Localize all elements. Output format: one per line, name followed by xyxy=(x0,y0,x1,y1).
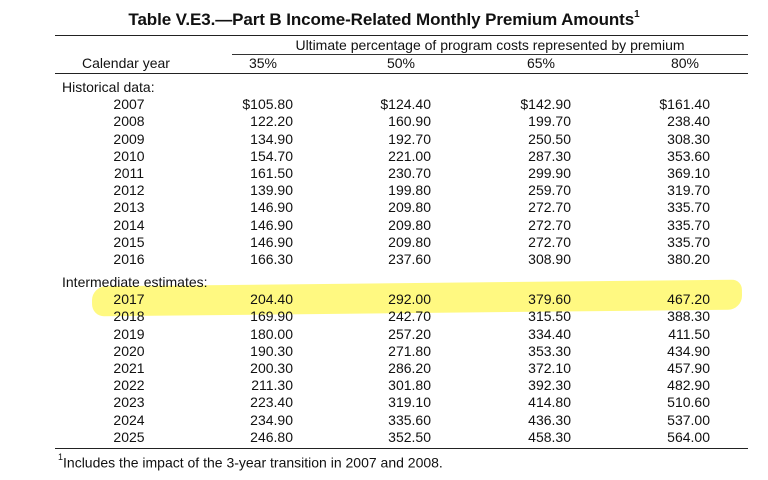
table-cell: 199.70 xyxy=(528,113,571,130)
table-cell: 392.30 xyxy=(528,377,571,394)
table-cell: $142.90 xyxy=(520,96,571,113)
table-cell: 434.90 xyxy=(667,342,710,359)
table-cell: 411.50 xyxy=(668,325,710,342)
table-cell: 286.20 xyxy=(388,360,431,376)
table-cell: 414.80 xyxy=(528,394,571,411)
row-year: 2016 xyxy=(113,251,145,267)
table-cell: $161.40 xyxy=(659,96,710,113)
table-cell: $105.80 xyxy=(242,96,293,113)
table-cell: 238.40 xyxy=(667,113,710,130)
table-cell: 369.10 xyxy=(667,165,710,181)
table-cell: 272.70 xyxy=(528,233,571,250)
table-cell: 166.30 xyxy=(250,251,293,267)
table-cell: 287.30 xyxy=(528,147,571,164)
table-cell: 271.80 xyxy=(388,342,431,359)
table-cell: 458.30 xyxy=(528,428,571,445)
row-year: 2023 xyxy=(113,394,145,411)
table-cell: 200.30 xyxy=(250,360,293,376)
table-cell: 272.70 xyxy=(528,216,571,233)
table-cell: 272.70 xyxy=(528,199,571,216)
table-cell: 230.70 xyxy=(388,165,431,181)
table-cell: 122.20 xyxy=(250,113,293,130)
row-year: 2007 xyxy=(113,96,145,113)
table-cell: 457.90 xyxy=(667,360,710,376)
table-cell: 315.50 xyxy=(528,308,571,325)
table-cell: 299.90 xyxy=(528,165,571,181)
table-cell: 257.20 xyxy=(388,325,431,342)
row-year: 2014 xyxy=(113,216,145,233)
column-header-80: 80% xyxy=(670,55,700,71)
top-rule xyxy=(55,35,748,36)
row-year: 2021 xyxy=(113,360,145,376)
column-header-65: 65% xyxy=(526,55,556,71)
title-footnote-mark: 1 xyxy=(634,9,640,21)
table-cell: 335.70 xyxy=(667,233,710,250)
bottom-rule xyxy=(55,448,748,449)
table-cell: 335.70 xyxy=(667,199,710,216)
table-cell: $124.40 xyxy=(380,96,431,113)
row-year: 2008 xyxy=(113,113,145,130)
table-cell: 209.80 xyxy=(388,233,431,250)
table-cell: 192.70 xyxy=(388,130,431,147)
table-cell: 301.80 xyxy=(388,377,431,394)
header-bottom-rule xyxy=(55,73,748,74)
column-header-50: 50% xyxy=(386,55,416,71)
table-cell: 134.90 xyxy=(250,130,293,147)
table-cell: 209.80 xyxy=(388,199,431,216)
table-cell: 146.90 xyxy=(250,233,293,250)
table-cell: 379.60 xyxy=(528,291,571,308)
table-cell: 335.60 xyxy=(388,411,431,428)
column-group-header: Ultimate percentage of program costs represented by premium xyxy=(295,37,685,53)
table-cell: 436.30 xyxy=(528,411,571,428)
row-year: 2025 xyxy=(113,428,145,445)
table-cell: 139.90 xyxy=(250,182,293,199)
row-year: 2018 xyxy=(113,308,145,325)
table-cell: 259.70 xyxy=(528,182,571,199)
section-label: Historical data: xyxy=(62,79,155,95)
table-cell: 319.10 xyxy=(388,394,431,411)
table-cell: 146.90 xyxy=(250,199,293,216)
row-year: 2019 xyxy=(113,325,145,342)
section-label: Intermediate estimates: xyxy=(62,274,208,290)
table-cell: 308.90 xyxy=(528,251,571,267)
row-year: 2011 xyxy=(113,165,145,181)
table-cell: 146.90 xyxy=(250,216,293,233)
row-year: 2012 xyxy=(113,182,145,199)
table-cell: 352.50 xyxy=(388,428,431,445)
table-cell: 246.80 xyxy=(250,428,293,445)
calendar-year-header: Calendar year xyxy=(82,55,170,71)
table-cell: 242.70 xyxy=(388,308,431,325)
table-cell: 482.90 xyxy=(667,377,710,394)
table-cell: 380.20 xyxy=(667,251,710,267)
table-cell: 250.50 xyxy=(528,130,571,147)
row-year: 2015 xyxy=(113,233,145,250)
table-cell: 223.40 xyxy=(250,394,293,411)
table-cell: 372.10 xyxy=(528,360,571,376)
table-cell: 334.40 xyxy=(528,325,571,342)
table-cell: 353.60 xyxy=(667,147,710,164)
table-cell: 190.30 xyxy=(250,342,293,359)
table-cell: 160.90 xyxy=(388,113,431,130)
table-cell: 211.30 xyxy=(251,377,293,394)
table-cell: 537.00 xyxy=(667,411,710,428)
table-cell: 204.40 xyxy=(250,291,293,308)
table-cell: 510.60 xyxy=(667,394,710,411)
table-cell: 319.70 xyxy=(667,182,710,199)
table-cell: 388.30 xyxy=(667,308,710,325)
table-cell: 169.90 xyxy=(250,308,293,325)
footnote: $^1$Includes the impact of the 3-year transition in 2007 and 2008. xyxy=(58,452,443,471)
table-cell: 467.20 xyxy=(667,291,710,308)
column-header-35: 35% xyxy=(248,55,278,71)
table-cell: 234.90 xyxy=(250,411,293,428)
row-year: 2009 xyxy=(113,130,145,147)
table-cell: 335.70 xyxy=(667,216,710,233)
table-cell: 292.00 xyxy=(388,291,431,308)
row-year: 2024 xyxy=(113,411,145,428)
row-year: 2020 xyxy=(113,342,145,359)
row-year: 2010 xyxy=(113,147,145,164)
table-cell: 209.80 xyxy=(388,216,431,233)
row-year: 2013 xyxy=(113,199,145,216)
table-cell: 564.00 xyxy=(667,428,710,445)
table-cell: 308.30 xyxy=(667,130,710,147)
table-cell: 161.50 xyxy=(250,165,293,181)
table-cell: 237.60 xyxy=(388,251,431,267)
table-cell: 353.30 xyxy=(528,342,571,359)
row-year: 2022 xyxy=(113,377,145,394)
table-cell: 199.80 xyxy=(388,182,431,199)
table-title: Table V.E3.—Part B Income-Related Monthly Premium Amounts$^1$ xyxy=(128,9,640,29)
table-cell: 154.70 xyxy=(250,147,293,164)
row-year: 2017 xyxy=(113,291,145,308)
table-cell: 221.00 xyxy=(388,147,431,164)
footnote-mark: 1 xyxy=(58,452,64,462)
table-cell: 180.00 xyxy=(250,325,293,342)
